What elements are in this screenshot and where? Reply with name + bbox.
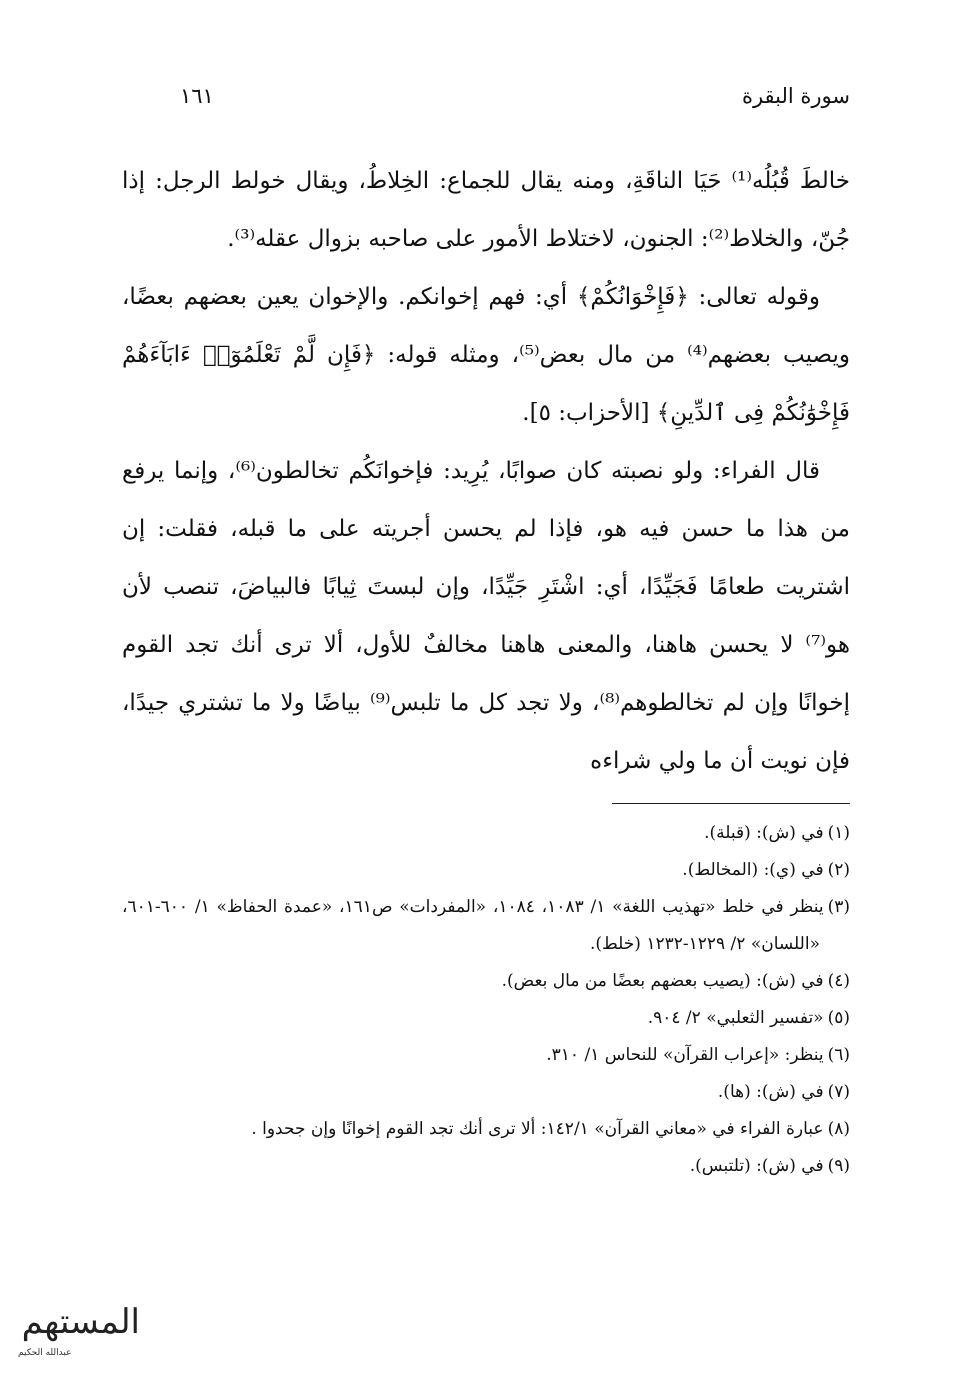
- footnote-separator: [612, 803, 850, 804]
- footnote-text: في (ش): (ها).: [717, 1082, 824, 1102]
- footnotes: [122, 815, 850, 1185]
- footnote-text: في (ي): (المخالط).: [682, 860, 824, 880]
- footnote-number: (٦): [827, 1045, 850, 1065]
- footnote-number: (٥): [827, 1008, 850, 1028]
- page-number: ١٦١: [180, 84, 214, 108]
- watermark-subtext: عبدالله الحكيم: [18, 1348, 72, 1358]
- footnote: [122, 963, 850, 1000]
- footnote: [122, 889, 850, 963]
- watermark-text: المستهم: [21, 1302, 140, 1342]
- footnote: [122, 1148, 850, 1185]
- footnote: [122, 852, 850, 889]
- footnote: [122, 815, 850, 852]
- footnote-text: في (ش): (تلتبس).: [689, 1156, 824, 1176]
- paragraph: قال الفراء: ولو نصبته كان صوابًا، يُرِيد: فإخوانَكُم تخالطون⁽⁶⁾، وإنما يرفع من هذا ما حسن فيه هو، فإذا لم يحسن أجريته على ما قبله، فقلت: إن اشتريت طعامًا فَجَيِّدًا، أي: اشْتَرِ جَيِّدًا، وإن لبستَ ثِيابًا فالبياضَ، تنصب لأن هو⁽⁷⁾ لا يحسن هاهنا، والمعنى هاهنا مخالفٌ للأول، ألا ترى أنك تجد القوم إخوانًا وإن لم تخالطوهم⁽⁸⁾، ولا تجد كل ما تلبس⁽⁹⁾ بياضًا ولا ما تشتري جيدًا، فإن نويت أن ما ولي شراءه: [122, 458, 850, 774]
- footnote-text: ينظر في خلط «تهذيب اللغة» ١/ ١٠٨٣، ١٠٨٤، «المفردات» ص١٦١، «عمدة الحفاظ» ١/ ٦٠٠-٦٠١، «اللسان» ٢/ ١٢٢٩-١٢٣٢ (خلط).: [122, 897, 824, 954]
- footnote: [122, 1037, 850, 1074]
- footnote-text: في (ش): (قبلة).: [704, 823, 824, 843]
- footnote-number: (١): [827, 823, 850, 843]
- footnote-number: (٨): [827, 1119, 850, 1139]
- page-header: [120, 84, 850, 124]
- footnote-number: (٤): [827, 971, 850, 991]
- footnote: [122, 1074, 850, 1111]
- watermark-logo: [10, 1300, 148, 1364]
- footnote: [122, 1111, 850, 1148]
- footnote-text: «تفسير الثعلبي» ٢/ ٩٠٤.: [647, 1008, 824, 1028]
- paragraph: وقوله تعالى: ﴿فَإِخْوَانُكُمْ﴾ أي: فهم إخوانكم. والإخوان يعين بعضهم بعضًا، ويصيب بعضهم⁽⁴⁾ من مال بعض⁽⁵⁾، ومثله قوله: ﴿فَإِن لَّمْ تَعْلَمُوٓا۟ ءَابَآءَهُمْ فَإِخْوَٰنُكُمْ فِى ٱلدِّينِ﴾ [الأحزاب: ٥].: [122, 284, 850, 426]
- footnote-text: في (ش): (يصيب بعضهم بعضًا من مال بعض).: [501, 971, 824, 991]
- surah-title: سورة البقرة: [741, 84, 850, 108]
- footnote: [122, 1000, 850, 1037]
- footnote-number: (٢): [827, 860, 850, 880]
- main-text: [122, 152, 850, 790]
- footnote-text: ينظر: «إعراب القرآن» للنحاس ١/ ٣١٠.: [546, 1045, 824, 1065]
- footnote-text: عبارة الفراء في «معاني القرآن» ١٤٢/١: ألا ترى أنك تجد القوم إخوانًا وإن جحدوا .: [251, 1119, 824, 1139]
- footnote-number: (٩): [827, 1156, 850, 1176]
- footnote-number: (٧): [827, 1082, 850, 1102]
- paragraph: خالطَ قُبُلُه⁽¹⁾ حَيَا الناقَةِ، ومنه يقال للجماع: الخِلاطُ، ويقال خولط الرجل: إذا جُنّ، والخلاط⁽²⁾: الجنون، لاختلاط الأمور على صاحبه بزوال عقله⁽³⁾.: [122, 168, 850, 252]
- footnote-number: (٣): [827, 897, 851, 917]
